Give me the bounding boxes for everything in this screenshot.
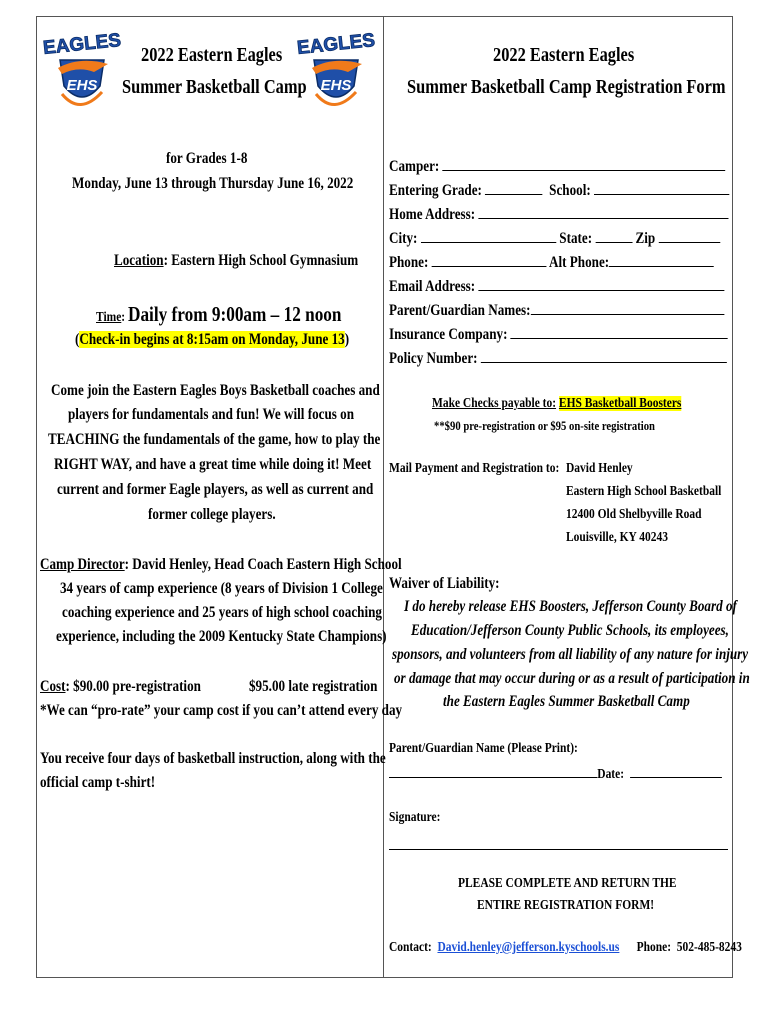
- signature-line[interactable]: [389, 849, 728, 850]
- director-value: : David Henley, Head Coach Eastern High School: [124, 556, 402, 573]
- city-state-zip-field[interactable]: City: State: Zip: [389, 229, 720, 248]
- checks-payee: EHS Basketball Boosters: [558, 396, 682, 411]
- home-address-field[interactable]: Home Address:: [389, 205, 729, 224]
- right-title-line1: 2022 Eastern Eagles: [493, 44, 635, 66]
- right-title-line2: Summer Basketball Camp Registration Form: [407, 76, 726, 98]
- director-line: 34 years of camp experience (8 years of Division 1 College: [60, 580, 383, 597]
- closing-line: You receive four days of basketball instruction, along with the: [40, 750, 386, 767]
- phone-label: Phone:: [636, 940, 672, 955]
- director-line: coaching experience and 25 years of high school coaching: [62, 604, 382, 621]
- column-divider: [383, 16, 384, 978]
- phone-value: 502-485-8243: [676, 940, 742, 955]
- cost-late: $95.00 late registration: [249, 678, 378, 695]
- contact-line: [389, 940, 742, 956]
- eagles-logo-right: [296, 24, 376, 116]
- complete-line1: PLEASE COMPLETE AND RETURN THE: [458, 876, 677, 891]
- checks-label: Make Checks payable to:: [432, 396, 557, 411]
- checkin-note: (Check-in begins at 8:15am on Monday, June 13): [75, 331, 350, 348]
- waiver-line: Education/Jefferson County Public Schools, its employees,: [411, 622, 729, 639]
- intro-line: former college players.: [148, 506, 276, 523]
- policy-field[interactable]: Policy Number:: [389, 349, 727, 368]
- cost-label: Cost: [40, 678, 66, 695]
- contact-email-link[interactable]: David.henley@jefferson.kyschools.us: [437, 940, 620, 955]
- time-label: Time: [96, 310, 122, 325]
- mail-line: David Henley: [566, 461, 633, 476]
- intro-line: current and former Eagle players, as well as current and: [57, 481, 374, 498]
- logo-initials: EHS: [66, 77, 98, 94]
- checkin-text: Check-in begins at 8:15am on Monday, June 13: [79, 331, 345, 348]
- director-line: experience, including the 2009 Kentucky State Champions): [56, 628, 387, 645]
- logo-word: EAGLES: [42, 29, 122, 60]
- camp-grades: for Grades 1-8: [166, 150, 248, 167]
- email-field[interactable]: Email Address:: [389, 277, 724, 296]
- intro-line: RIGHT WAY, and have a great time while doing it! Meet: [54, 456, 372, 473]
- parent-names-field[interactable]: Parent/Guardian Names:: [389, 301, 724, 320]
- logo-initials: EHS: [320, 77, 352, 94]
- director-label: Camp Director: [40, 556, 125, 573]
- intro-line: Come join the Eastern Eagles Boys Basketball coaches and: [51, 382, 380, 399]
- mail-line: 12400 Old Shelbyville Road: [566, 507, 702, 522]
- waiver-line: I do hereby release EHS Boosters, Jefferson County Board of: [404, 598, 737, 615]
- closing-line: official camp t-shirt!: [40, 774, 156, 791]
- prorate-note: *We can “pro-rate” your camp cost if you can’t attend every day: [40, 702, 403, 719]
- waiver-line: the Eastern Eagles Summer Basketball Camp: [443, 693, 690, 710]
- parent-print-label: Parent/Guardian Name (Please Print):: [389, 741, 578, 756]
- mail-line: Eastern High School Basketball: [566, 484, 722, 499]
- waiver-line: sponsors, and volunteers from all liability of any nature for injury: [392, 646, 749, 663]
- left-title-line2: Summer Basketball Camp: [122, 76, 307, 98]
- mail-line: Louisville, KY 40243: [566, 530, 668, 545]
- camp-cost: [40, 678, 201, 696]
- camp-director: [40, 556, 402, 574]
- left-title-line1: 2022 Eastern Eagles: [141, 44, 283, 66]
- camp-time: Time: Daily from 9:00am – 12 noon: [96, 302, 342, 326]
- complete-line2: ENTIRE REGISTRATION FORM!: [477, 898, 655, 913]
- intro-line: TEACHING the fundamentals of the game, how to play the: [48, 431, 381, 448]
- phone-field[interactable]: Phone: Alt Phone:: [389, 253, 714, 272]
- parent-print-date-field[interactable]: Date:: [389, 764, 722, 783]
- waiver-title: Waiver of Liability:: [389, 575, 500, 592]
- mail-label: Mail Payment and Registration to:: [389, 461, 560, 476]
- fee-note: **$90 pre-registration or $95 on-site registration: [434, 418, 655, 433]
- camper-field[interactable]: Camper:: [389, 157, 725, 176]
- contact-label: Contact:: [389, 940, 432, 955]
- insurance-field[interactable]: Insurance Company:: [389, 325, 728, 344]
- location-label: Location: [114, 252, 164, 269]
- cost-value: : $90.00 pre-registration: [65, 678, 201, 695]
- location-value: : Eastern High School Gymnasium: [163, 252, 359, 269]
- signature-label: Signature:: [389, 810, 441, 825]
- waiver-line: or damage that may occur during or as a result of participation in: [394, 670, 750, 687]
- time-value: Daily from 9:00am – 12 noon: [128, 302, 342, 326]
- camp-dates: Monday, June 13 through Thursday June 16, 2022: [72, 175, 354, 192]
- grade-school-field[interactable]: Entering Grade: School:: [389, 181, 729, 200]
- logo-word: EAGLES: [296, 29, 376, 60]
- eagles-logo-left: [42, 24, 122, 116]
- intro-line: players for fundamentals and fun! We will focus on: [68, 406, 355, 423]
- camp-location: [114, 252, 358, 270]
- checks-payable: [432, 396, 681, 412]
